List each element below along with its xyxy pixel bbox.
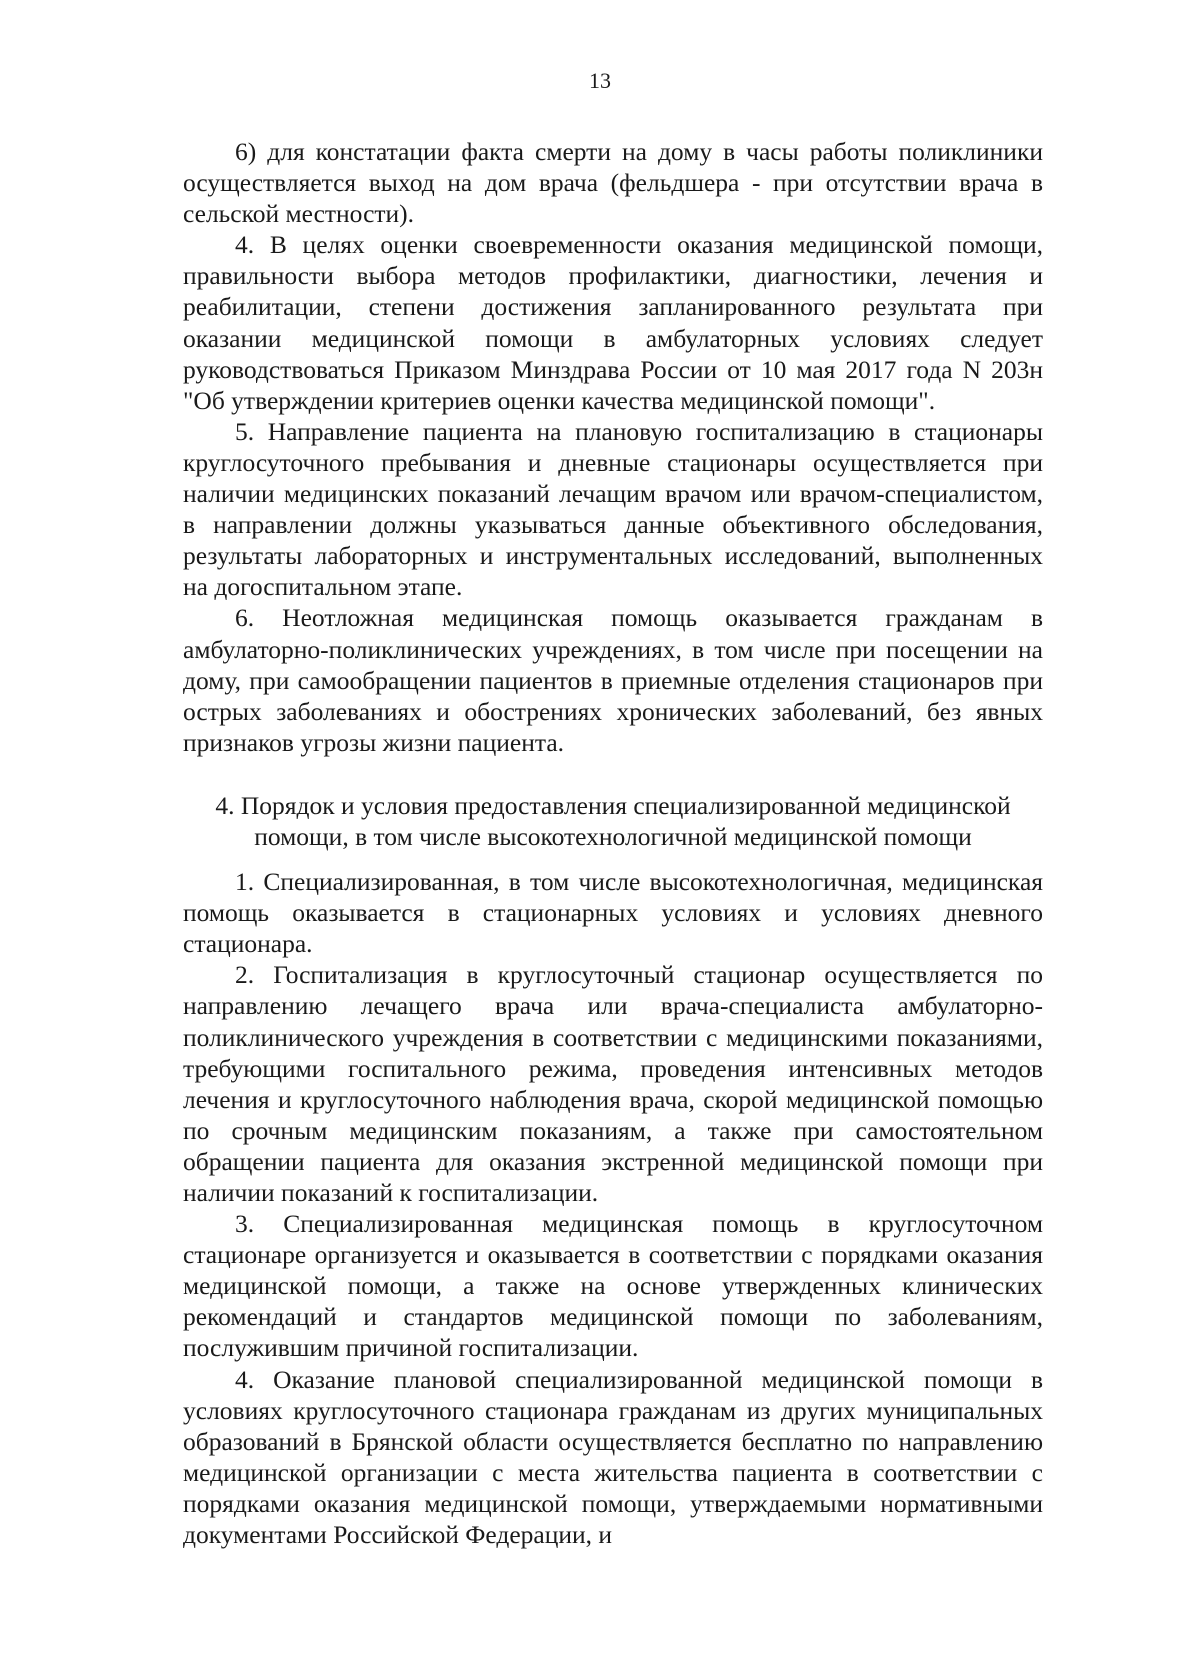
document-body	[183, 136, 1043, 1550]
section-heading	[183, 790, 1043, 852]
paragraph-care-organization: 3. Специализированная медицинская помощь в круглосуточном стационаре организуется и оказывается в соответствии с порядками оказания медицинской помощи, а также на основе утвержденных клинических рекомендаций и стандартов медицинской помощи по заболеваниям, послужившим причиной госпитализации.	[183, 1209, 1043, 1363]
page-number: 13	[589, 68, 611, 93]
paragraph-urgent-care: 6. Неотложная медицинская помощь оказывается гражданам в амбулаторно-поликлинических учреждениях, в том числе при посещении на дому, при самообращении пациентов в приемные отделения стационаров при острых заболеваниях и обострениях хронических заболеваний, без явных признаков угрозы жизни пациента.	[183, 603, 1043, 757]
paragraph-other-municipalities: 4. Оказание плановой специализированной медицинской помощи в условиях круглосуточного стационара гражданам из других муниципальных образований в Брянской области осуществляется бесплатно по направлению медицинской организации с места жительства пациента в соответствии с порядками оказания медицинской помощи, утверждаемыми нормативными документами Российской Федерации, и	[183, 1364, 1043, 1550]
paragraph-planned-hospitalization: 5. Направление пациента на плановую госпитализацию в стационары круглосуточного пребывания и дневные стационары осуществляется при наличии медицинских показаний лечащим врачом или врачом-специалистом, в направлении должны указываться данные объективного обследования, результаты лабораторных и инструментальных исследований, выполненных на догоспитальном этапе.	[183, 416, 1043, 602]
paragraph-specialized-care: 1. Специализированная, в том числе высокотехнологичная, медицинская помощь оказывается в стационарных условиях и условиях дневного стационара.	[183, 867, 1043, 959]
section-heading-line-2: помощи, в том числе высокотехнологичной медицинской помощи	[254, 821, 972, 851]
paragraph-round-the-clock-hospitalization: 2. Госпитализация в круглосуточный стационар осуществляется по направлению лечащего врача или врача-специалиста амбулаторно-поликлинического учреждения в соответствии с медицинскими показаниями, требующими госпитального режима, проведения интенсивных методов лечения и круглосуточного наблюдения врача, скорой медицинской помощью по срочным медицинским показаниям, а также при самостоятельном обращении пациента для оказания экстренной медицинской помощи при наличии показаний к госпитализации.	[183, 960, 1043, 1207]
paragraph-quality-assessment: 4. В целях оценки своевременности оказания медицинской помощи, правильности выбора методов профилактики, диагностики, лечения и реабилитации, степени достижения запланированного результата при оказании медицинской помощи в амбулаторных условиях следует руководствоваться Приказом Минздрава России от 10 мая 2017 года N 203н "Об утверждении критериев оценки качества медицинской помощи".	[183, 230, 1043, 415]
section-heading-line-1: 4. Порядок и условия предоставления специализированной медицинской	[215, 790, 1011, 820]
paragraph-death-certification: 6) для констатации факта смерти на дому в часы работы поликлиники осуществляется выход на дом врача (фельдшера - при отсутствии врача в сельской местности).	[183, 137, 1043, 229]
